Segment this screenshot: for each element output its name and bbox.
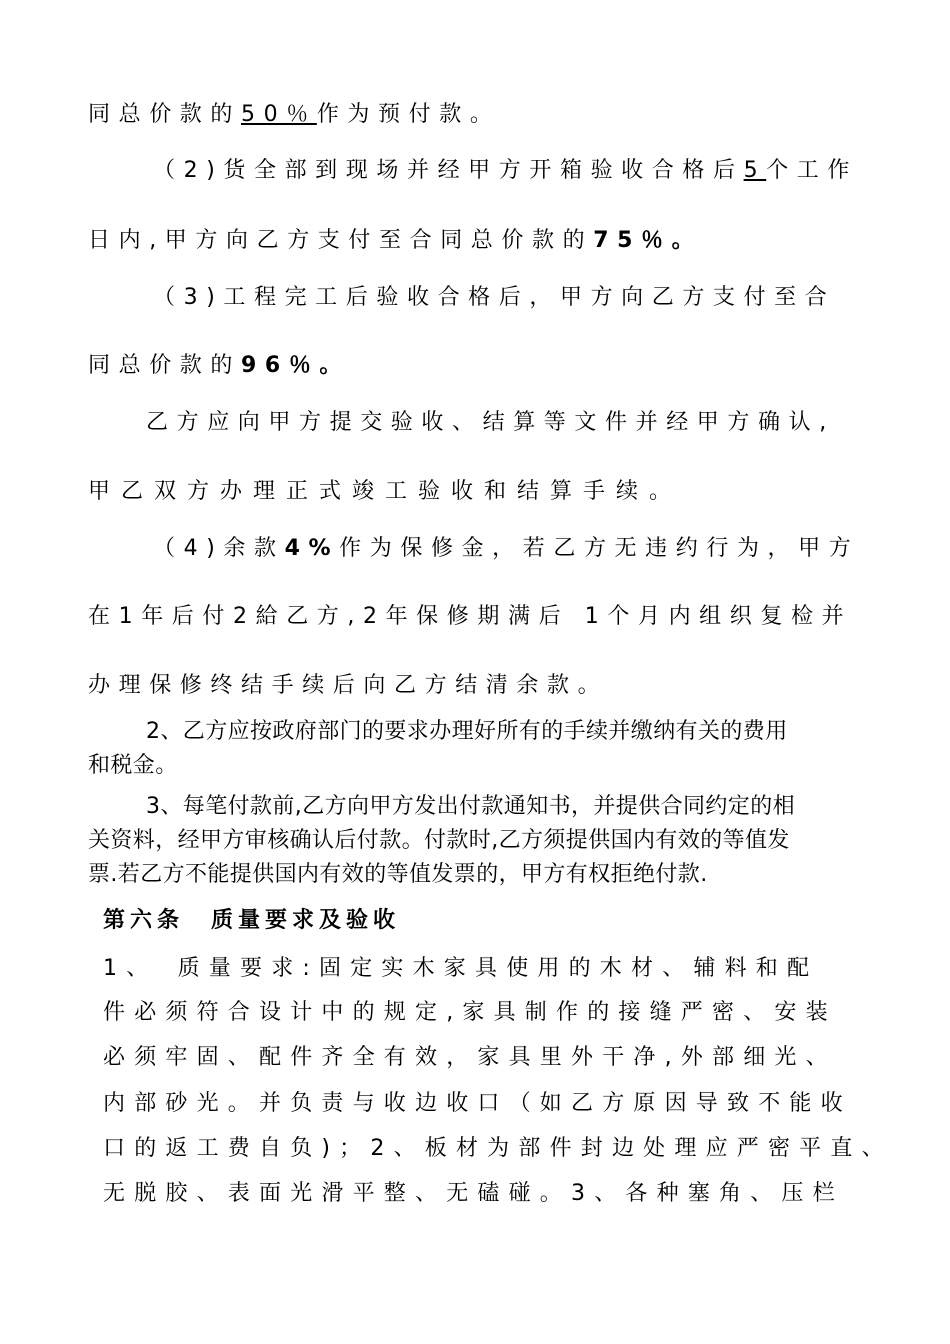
quality-line-3: 必须牢固、配件齐全有效，家具里外干净,外部细光、 (103, 1045, 837, 1070)
clause-4-line-3: 办理保修终结手续后向乙方结清余款。 (88, 673, 609, 698)
settlement-line-1: 乙方应向甲方提交验收、结算等文件并经甲方确认, (146, 410, 835, 435)
quality-line-5: 口的返工费自负)；2、板材为部件封边处理应严密平直、 (103, 1136, 893, 1161)
item-2-line-2: 和税金。 (88, 753, 178, 778)
quality-line-6: 无脱胶、表面光滑平整、无磕碰。3、各种塞角、压栏 (103, 1181, 844, 1206)
item-2-line-1: 2、乙方应按政府部门的要求办理好所有的手续并缴纳有关的费用 (146, 719, 788, 744)
item-3-line-1: 3、每笔付款前,乙方向甲方发出付款通知书，并提供合同约定的相 (146, 794, 795, 819)
prepayment-text-post: 作为预付款。 (316, 102, 501, 127)
clause-3-line-1: （3)工程完工后验收合格后，甲方向乙方支付至合 (153, 285, 836, 310)
clause-2-text-post: 个工作 (766, 158, 859, 183)
clause-2-line-2-text: 日内,甲方向乙方支付至合同总价款的 (88, 228, 594, 253)
clause-2-percent: 75％。 (593, 228, 703, 253)
quality-line-1: 1、 质量要求:固定实木家具使用的木材、辅料和配 (103, 956, 819, 981)
settlement-line-2: 甲乙双方办理正式竣工验收和结算手续。 (88, 479, 683, 504)
clause-4-percent: 4% (284, 536, 340, 561)
prepayment-percent: 50％ (241, 102, 317, 127)
clause-2-line-2 (88, 227, 702, 255)
quality-line-4: 内部砂光。并负责与收边收口（如乙方原因导致不能收 (103, 1091, 852, 1116)
clause-2-line-1 (153, 157, 858, 185)
clause-4-line-2: 在1年后付2給乙方,2年保修期满后 1个月内组织复检并 (88, 604, 853, 629)
clause-4-text-post: 作为保修金，若乙方无违约行为，甲方 (339, 536, 860, 561)
clause-2-text-pre: （2)货全部到现场并经甲方开箱验收合格后 (153, 158, 744, 183)
clause-4-line-1 (153, 535, 859, 563)
clause-3-line-2 (88, 352, 350, 380)
prepayment-text-pre: 同总价款的 (88, 102, 242, 127)
section-6-heading: 第六条 质量要求及验收 (103, 908, 401, 933)
clause-3-percent: 96％。 (241, 353, 351, 378)
clause-2-days: 5 (743, 158, 767, 183)
item-3-line-3: 票.若乙方不能提供国内有效的等值发票的，甲方有权拒绝付款. (88, 862, 708, 887)
clause-3-line-2-text: 同总价款的 (88, 353, 242, 378)
clause-4-text-pre: （4)余款 (153, 536, 285, 561)
quality-line-2: 件必须符合设计中的规定,家具制作的接缝严密、安装 (103, 1000, 837, 1025)
prepayment-line (88, 101, 500, 129)
item-3-line-2: 关资料，经甲方审核确认后付款。付款时,乙方须提供国内有效的等值发 (88, 828, 790, 853)
